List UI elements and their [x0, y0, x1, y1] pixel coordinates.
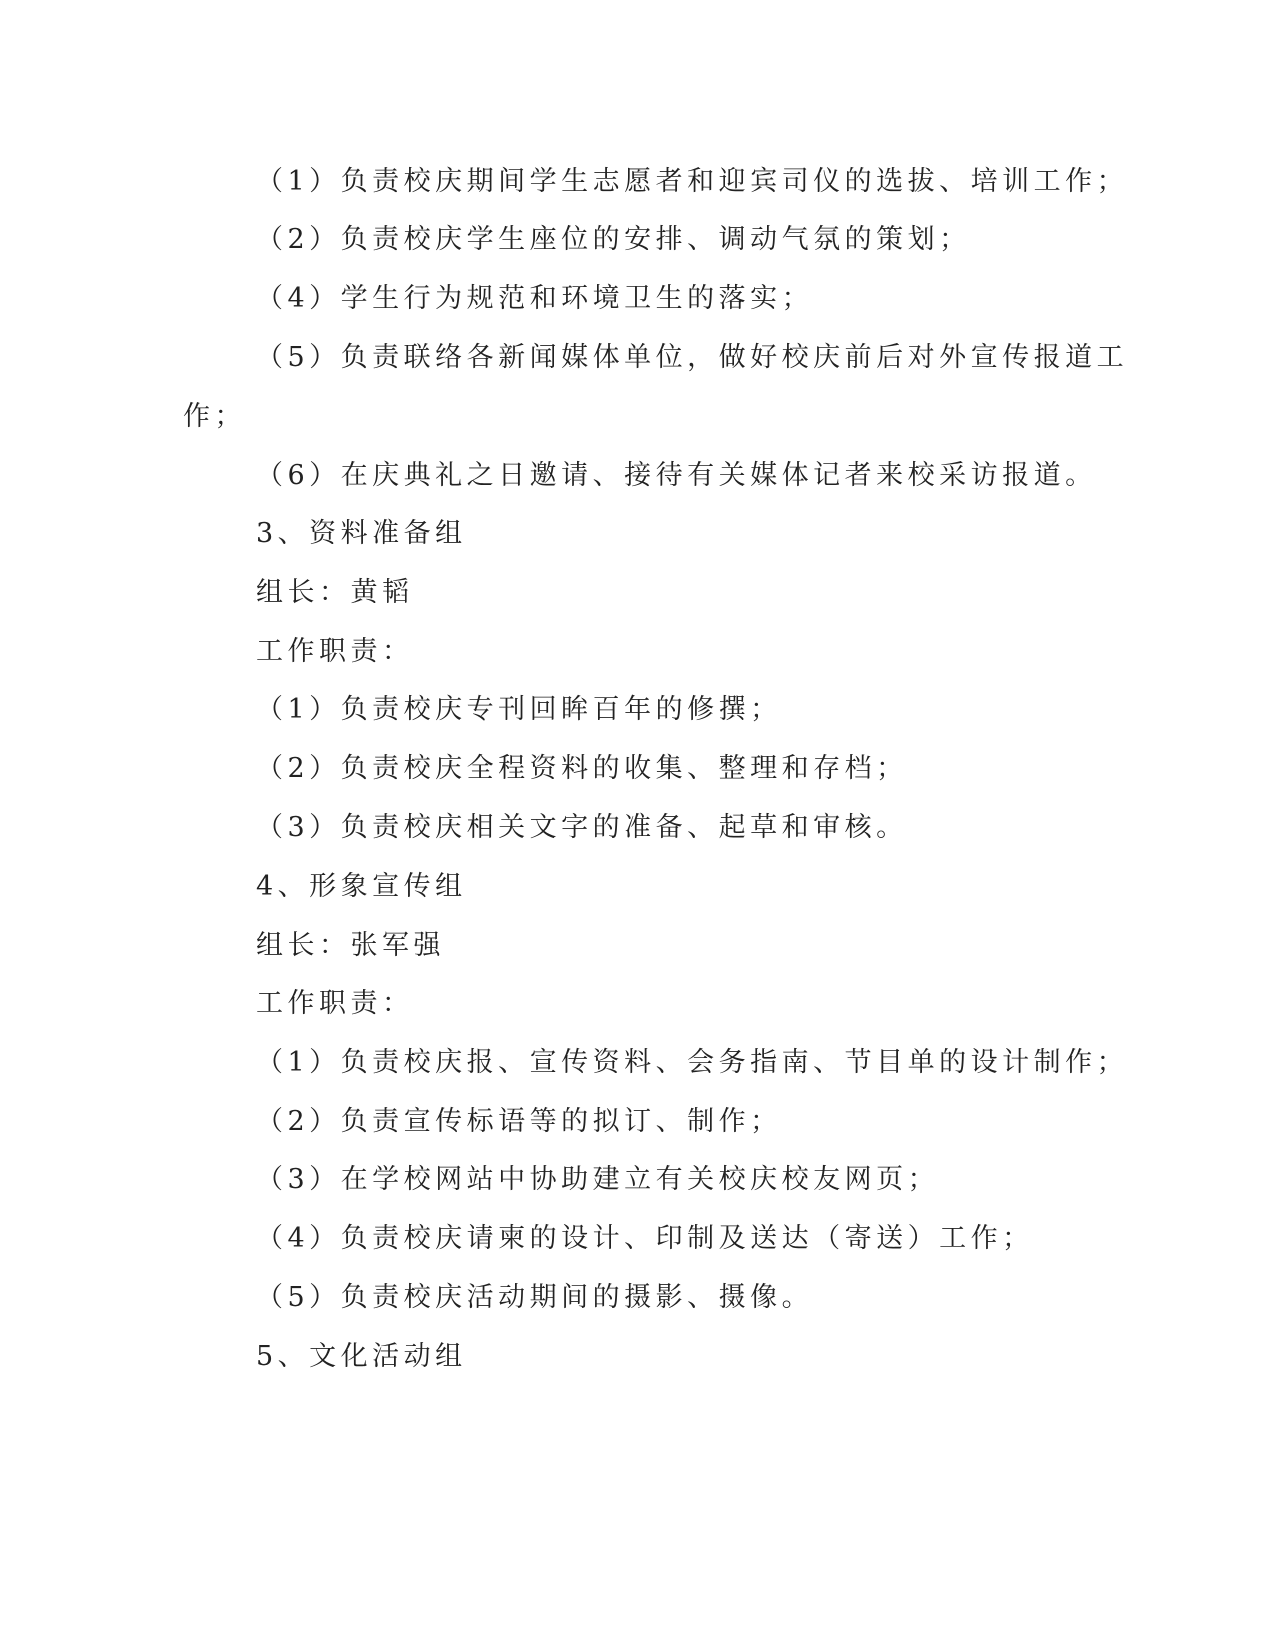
text-line: （2）负责校庆全程资料的收集、整理和存档； [256, 753, 908, 784]
text-line: （5）负责联络各新闻媒体单位，做好校庆前后对外宣传报道工 [256, 342, 1129, 373]
text-line: （1）负责校庆期间学生志愿者和迎宾司仪的选拔、培训工作； [256, 166, 1129, 197]
text-line: 作； [183, 401, 246, 432]
section-heading: 4、形象宣传组 [256, 871, 467, 902]
section-heading: 5、文化活动组 [256, 1341, 467, 1372]
text-line: （4）负责校庆请柬的设计、印制及送达（寄送）工作； [256, 1223, 1034, 1254]
text-line: （3）在学校网站中协助建立有关校庆校友网页； [256, 1164, 940, 1195]
text-line: （2）负责宣传标语等的拟订、制作； [256, 1106, 782, 1137]
text-line: （2）负责校庆学生座位的安排、调动气氛的策划； [256, 224, 971, 255]
group-leader: 组长：张军强 [256, 930, 445, 961]
section-heading: 3、资料准备组 [256, 518, 467, 549]
group-leader: 组长：黄韬 [256, 577, 414, 608]
text-line: （1）负责校庆报、宣传资料、会务指南、节目单的设计制作； [256, 1047, 1129, 1078]
text-line: （6）在庆典礼之日邀请、接待有关媒体记者来校采访报道。 [256, 460, 1097, 491]
duties-label: 工作职责： [256, 636, 414, 667]
text-line: （5）负责校庆活动期间的摄影、摄像。 [256, 1282, 814, 1313]
text-line: （3）负责校庆相关文字的准备、起草和审核。 [256, 812, 908, 843]
text-line: （1）负责校庆专刊回眸百年的修撰； [256, 694, 782, 725]
text-line: （4）学生行为规范和环境卫生的落实； [256, 283, 814, 314]
duties-label: 工作职责： [256, 988, 414, 1019]
